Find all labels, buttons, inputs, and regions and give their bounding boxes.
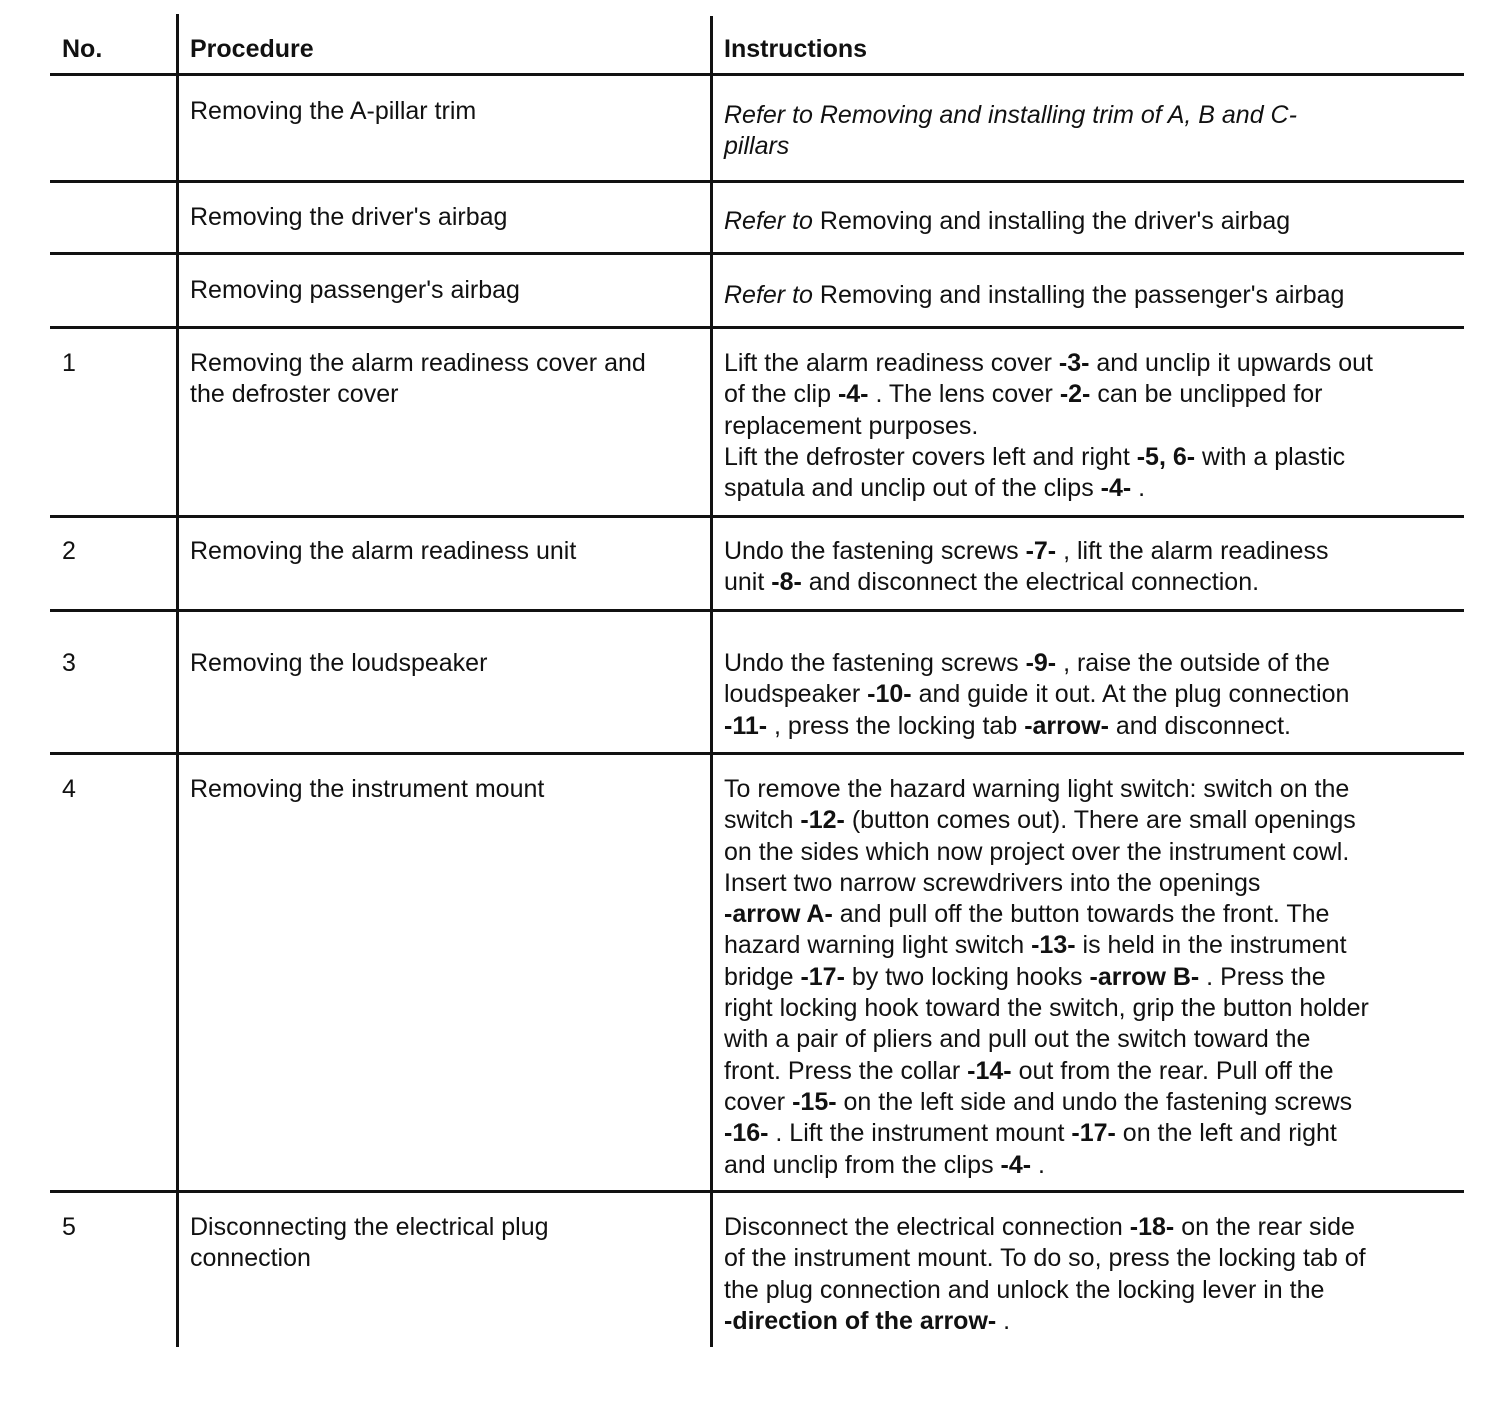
instruction-segment: is held in the instrument bridge [724, 931, 1347, 991]
instructions-text [724, 280, 1344, 311]
part-reference: -arrow B- [1089, 962, 1200, 991]
part-reference: -10- [867, 680, 912, 709]
instructions-text [724, 1212, 1366, 1337]
instructions-text [724, 536, 1328, 599]
procedure-text: Removing the loudspeaker [190, 649, 488, 677]
row-rule [50, 515, 1464, 518]
part-reference: -4- [1000, 1150, 1032, 1179]
instruction-segment: Disconnect the electrical connection [724, 1213, 1130, 1241]
procedure-text: Removing the driver's airbag [190, 203, 508, 231]
instruction-segment: Removing and installing the driver's airbag [812, 207, 1291, 235]
instruction-segment: . Lift the instrument mount [768, 1119, 1072, 1148]
row-rule [50, 752, 1464, 755]
instruction-segment: (button comes out). There are small openings on the sides which now project over the instrument cowl. Insert two narrow screwdrivers into the openings [724, 806, 1356, 897]
instruction-segment: and unclip it upwards out of the clip [724, 349, 1373, 409]
row-rule [50, 252, 1464, 255]
instructions-text [724, 348, 1373, 504]
instruction-segment: , press the locking tab [767, 711, 1025, 740]
part-reference: -17- [800, 962, 845, 991]
instruction-segment: on the left and right and unclip from the clips [724, 1119, 1337, 1179]
instruction-segment: on the rear side of the instrument mount. To do so, press the locking tab of the plug connection and unlock the locking lever in the [724, 1213, 1366, 1304]
instruction-segment: with a plastic spatula and unclip out of the clips [724, 442, 1346, 503]
part-reference: -14- [967, 1056, 1012, 1085]
instruction-segment: Refer to [724, 207, 813, 235]
part-reference: -2- [1059, 380, 1091, 409]
part-reference: -11- [724, 711, 768, 740]
part-reference: -5, 6- [1136, 442, 1196, 471]
part-reference: -direction of the arrow- [724, 1306, 997, 1335]
instruction-segment: . The lens cover [868, 380, 1060, 409]
instruction-segment: , lift the alarm readiness unit [724, 537, 1329, 597]
part-reference: -arrow A- [724, 900, 833, 929]
part-reference: -4- [1100, 474, 1132, 503]
instruction-segment: Refer to [724, 281, 813, 309]
part-reference: -17- [1071, 1119, 1116, 1148]
part-reference: -4- [837, 380, 869, 409]
column-divider-procedure-instructions [710, 16, 713, 1347]
part-reference: -7- [1025, 537, 1057, 565]
instruction-segment: , raise the outside of the loudspeaker [724, 649, 1330, 709]
instruction-segment: . [1131, 474, 1146, 503]
row-number: 4 [62, 775, 76, 803]
row-rule [50, 180, 1464, 183]
part-reference: -8- [771, 568, 802, 597]
part-reference: -15- [792, 1087, 837, 1116]
instruction-segment: out from the rear. Pull off the cover [724, 1056, 1334, 1116]
procedure-text: Removing the alarm readiness unit [190, 537, 577, 565]
row-number: 2 [62, 537, 76, 565]
row-number: 5 [62, 1213, 76, 1241]
instruction-segment: . [996, 1306, 1011, 1335]
instructions-text [724, 648, 1349, 742]
instructions-text [724, 206, 1290, 237]
row-rule [50, 326, 1464, 329]
row-number: 1 [62, 349, 76, 377]
part-reference: -arrow- [1024, 711, 1109, 740]
part-reference: -13- [1031, 931, 1076, 960]
procedure-text: Removing the instrument mount [190, 775, 545, 803]
instruction-segment: on the left side and undo the fastening screws [843, 1087, 1353, 1116]
part-reference: -3- [1058, 349, 1090, 377]
instruction-segment: . Press the right locking hook toward the switch, grip the button holder with a pair of pliers and pull out the switch toward the front. Press the collar [724, 962, 1369, 1085]
instruction-segment: Undo the fastening screws [724, 537, 1026, 565]
instructions-text [724, 774, 1369, 1181]
instruction-segment: by two locking hooks [844, 962, 1090, 991]
row-rule [50, 1190, 1464, 1193]
row-number: 3 [62, 649, 76, 677]
procedure-text: Disconnecting the electrical plug connection [190, 1213, 549, 1273]
procedure-text: Removing passenger's airbag [190, 276, 520, 304]
instruction-segment: . [1031, 1150, 1045, 1179]
instruction-segment: and disconnect. [1108, 711, 1291, 740]
header-no: No. [62, 35, 103, 63]
instruction-segment: Removing and installing the passenger's airbag [812, 281, 1345, 309]
instruction-segment: and guide it out. At the plug connection [918, 680, 1350, 709]
instruction-segment: To remove the hazard warning light switch: switch on the switch [724, 775, 1350, 835]
instruction-segment: can be unclipped for replacement purposes. Lift the defroster covers left and right [724, 380, 1323, 471]
instruction-segment: and disconnect the electrical connection. [801, 568, 1260, 597]
procedure-text: Removing the alarm readiness cover and the defroster cover [190, 349, 646, 409]
part-reference: -16- [724, 1119, 769, 1148]
part-reference: -18- [1129, 1213, 1175, 1241]
instruction-segment: Undo the fastening screws [724, 649, 1026, 677]
part-reference: -12- [800, 806, 845, 835]
procedure-text: Removing the A-pillar trim [190, 97, 477, 125]
header-instructions: Instructions [724, 35, 868, 63]
instruction-segment: and pull off the button towards the front. The hazard warning light switch [724, 900, 1330, 960]
column-divider-no-procedure [176, 14, 179, 1347]
instruction-segment: Refer to Removing and installing trim of A, B and C- pillars [724, 101, 1297, 161]
row-rule [50, 609, 1464, 612]
part-reference: -9- [1025, 649, 1057, 677]
instructions-text [724, 100, 1297, 163]
instruction-segment: Lift the alarm readiness cover [724, 349, 1059, 377]
header-procedure: Procedure [190, 35, 314, 63]
header-rule [50, 73, 1464, 76]
